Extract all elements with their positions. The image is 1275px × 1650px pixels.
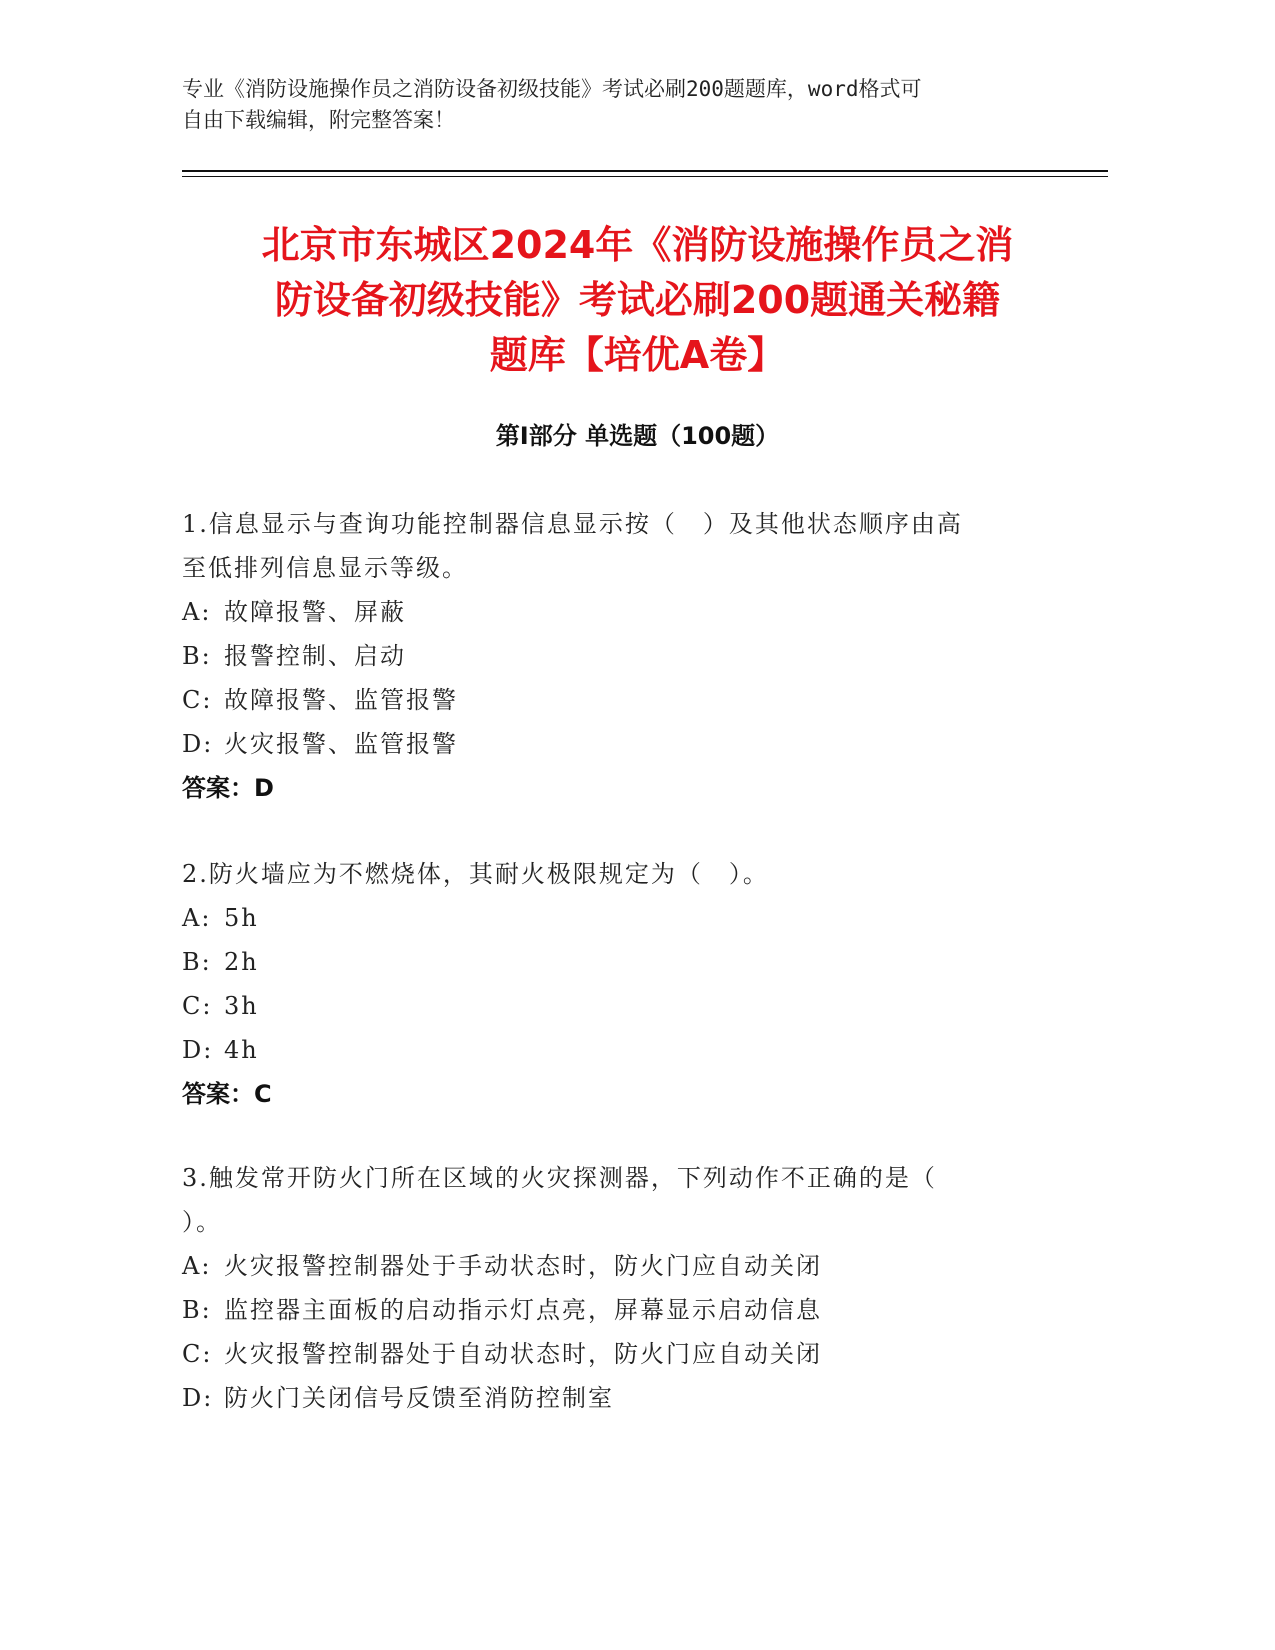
option-c (182, 984, 1082, 1028)
option-text: 火灾报警控制器处于手动状态时，防火门应自动关闭 (224, 1252, 822, 1280)
option-text: 防火门关闭信号反馈至消防控制室 (224, 1384, 614, 1412)
option-letter: D: (182, 730, 214, 758)
answer-line: 答案：C (182, 1080, 272, 1108)
title-line: 北京市东城区2024年《消防设施操作员之消 (261, 223, 1014, 267)
option-letter: A: (182, 598, 212, 626)
option-text: 火灾报警、监管报警 (224, 730, 458, 758)
document-title (150, 218, 1125, 383)
option-letter: B: (182, 948, 212, 976)
option-text: 报警控制、启动 (224, 642, 406, 670)
question-2 (182, 852, 1082, 1116)
question-1 (182, 502, 1082, 810)
option-letter: C: (182, 686, 213, 714)
question-stem: 至低排列信息显示等级。 (182, 554, 468, 582)
option-d (182, 1028, 1082, 1072)
option-text: 4h (224, 1036, 259, 1064)
option-a (182, 1244, 1082, 1288)
option-letter: D: (182, 1384, 214, 1412)
question-stem: ）。 (182, 1208, 222, 1236)
option-letter: D: (182, 1036, 214, 1064)
question-stem: 3.触发常开防火门所在区域的火灾探测器，下列动作不正确的是（ (182, 1164, 937, 1192)
option-a (182, 590, 1082, 634)
option-text: 2h (224, 948, 259, 976)
option-d (182, 722, 1082, 766)
option-letter: B: (182, 642, 212, 670)
header-note-line: 自由下载编辑，附完整答案！ (182, 108, 455, 132)
option-b (182, 634, 1082, 678)
option-b (182, 940, 1082, 984)
answer-line: 答案：D (182, 774, 274, 802)
option-text: 监控器主面板的启动指示灯点亮，屏幕显示启动信息 (224, 1296, 822, 1324)
option-text: 5h (224, 904, 259, 932)
option-letter: A: (182, 1252, 212, 1280)
title-line: 防设备初级技能》考试必刷200题通关秘籍 (274, 278, 1001, 322)
header-note (182, 74, 1052, 136)
question-3 (182, 1156, 1082, 1420)
option-d (182, 1376, 1082, 1420)
question-stem: 1.信息显示与查询功能控制器信息显示按（ ）及其他状态顺序由高 (182, 510, 963, 538)
option-letter: C: (182, 992, 213, 1020)
option-c (182, 1332, 1082, 1376)
section-title: 第I部分 单选题（100题） (495, 422, 780, 450)
option-a (182, 896, 1082, 940)
option-letter: A: (182, 904, 212, 932)
question-stem: 2.防火墙应为不燃烧体，其耐火极限规定为（ ）。 (182, 860, 769, 888)
title-line: 题库【培优A卷】 (489, 333, 786, 377)
header-divider-thick (182, 170, 1108, 172)
header-divider-thin (182, 176, 1108, 177)
option-text: 故障报警、监管报警 (224, 686, 458, 714)
option-text: 故障报警、屏蔽 (224, 598, 406, 626)
option-letter: C: (182, 1340, 213, 1368)
option-text: 火灾报警控制器处于自动状态时，防火门应自动关闭 (224, 1340, 822, 1368)
option-letter: B: (182, 1296, 212, 1324)
option-text: 3h (224, 992, 259, 1020)
option-b (182, 1288, 1082, 1332)
header-note-line: 专业《消防设施操作员之消防设备初级技能》考试必刷200题题库，word格式可 (182, 77, 922, 101)
option-c (182, 678, 1082, 722)
